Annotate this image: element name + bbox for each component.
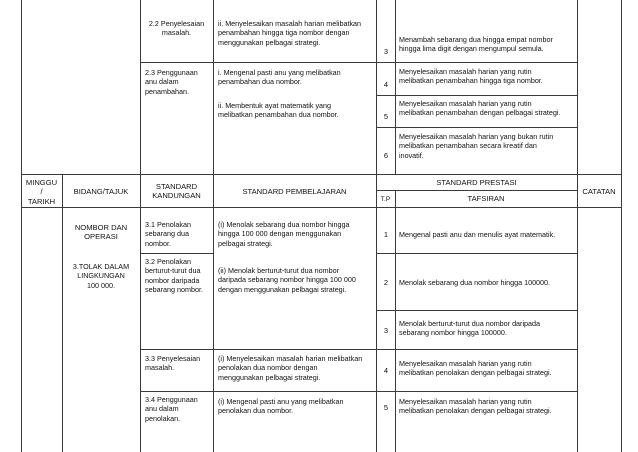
header-standard-kandungan: STANDARD KANDUNGAN [152,182,201,201]
tafsiran-text: Menyelesaikan masalah harian yang rutin melibatkan penambahan hingga tiga nombor. [399,67,543,86]
header-tafsiran: TAFSIRAN [467,194,505,203]
standard-pembelajaran-2-3-i: i. Mengenal pasti anu yang melibatkan penambahan dua nombor. [218,68,341,87]
header-tp: T.P [380,196,391,203]
standard-kandungan-3-3: 3.3 Penyelesaian masalah. [145,354,201,373]
standard-pembelajaran-3-1-i: (i) Menolak sebarang dua nombor hingga hingga 100 000 dengan menggunakan pelbagai strategi. [218,220,350,248]
tp-level: 3 [383,326,389,335]
standard-kandungan-3-2: 3.2 Penolakan berturut-turut dua nombor daripada sebarang nombor. [145,257,203,295]
tafsiran-text: Mengenal pasti anu dan menulis ayat matematik. [399,230,556,239]
standard-kandungan-2-3: 2.3 Penggunaan anu dalam penambahan. [145,68,198,96]
tafsiran-text: Menolak sebarang dua nombor hingga 100000. [399,278,551,287]
tafsiran-text: Menyelesaikan masalah harian yang bukan rutin melibatkan penambahan secara kreatif dan inovatif. [399,132,554,160]
tp-level: 4 [383,366,389,375]
standard-pembelajaran-3-4-i: (i) Mengenal pasti anu yang melibatkan penolakan dua nombor. [218,397,344,416]
standard-pembelajaran-3-2-ii: (ii) Menolak berturut-turut dua nombor daripada sebarang nombor hingga 100 000 dengan menggunakan pelbagai strategi. [218,266,356,294]
standard-pembelajaran-2-2-ii: ii. Menyelesaikan masalah harian melibatkan penambahan hingga tiga nombor dengan menggunakan pelbagai strategi. [218,19,362,47]
header-catatan: CATATAN [582,187,616,196]
tafsiran-text: Menolak berturut-turut dua nombor daripada sebarang nombor hingga 100000. [399,319,541,338]
tafsiran-text: Menyelesaikan masalah harian yang rutin melibatkan penolakan dengan pelbagai strategi. [399,359,552,378]
tafsiran-text: Menyelesaikan masalah harian yang rutin melibatkan penolakan dengan pelbagai strategi. [399,397,552,416]
tp-level: 2 [383,278,389,287]
standard-kandungan-2-2: 2.2 Penyelesaian masalah. [148,19,205,38]
standard-pembelajaran-3-3-i: (i) Menyelesaikan masalah harian melibatkan penolakan dua nombor dengan menggunakan pelbagai strategi. [218,354,363,382]
standard-kandungan-3-1: 3.1 Penolakan sebarang dua nombor. [145,220,191,248]
tajuk-title: 3.TOLAK DALAM LINGKUNGAN 100 000. [72,262,130,290]
standard-pembelajaran-2-3-ii: ii. Membentuk ayat matematik yang melibatkan penambahan dua nombor. [218,101,339,120]
tp-level: 5 [383,112,389,121]
header-standard-pembelajaran: STANDARD PEMBELAJARAN [242,187,347,196]
tp-level: 6 [383,151,389,160]
tafsiran-text: Menyelesaikan masalah harian yang rutin melibatkan penambahan dengan pelbagai strategi. [399,99,561,118]
tp-level: 1 [383,230,389,239]
standard-kandungan-3-4: 3.4 Penggunaan anu dalam penolakan. [145,395,198,423]
tp-level: 3 [383,47,389,56]
header-bidang-tajuk: BIDANG/TAJUK [73,187,129,196]
tp-level: 4 [383,80,389,89]
bidang-title: NOMBOR DAN OPERASI [74,223,128,242]
tp-level: 5 [383,403,389,412]
tafsiran-text: Menambah sebarang dua hingga empat nombor hingga lima digit dengan mengumpul semula. [399,35,553,54]
header-standard-prestasi: STANDARD PRESTASI [436,178,517,187]
header-minggu: MINGGU / TARIKH [25,178,58,206]
